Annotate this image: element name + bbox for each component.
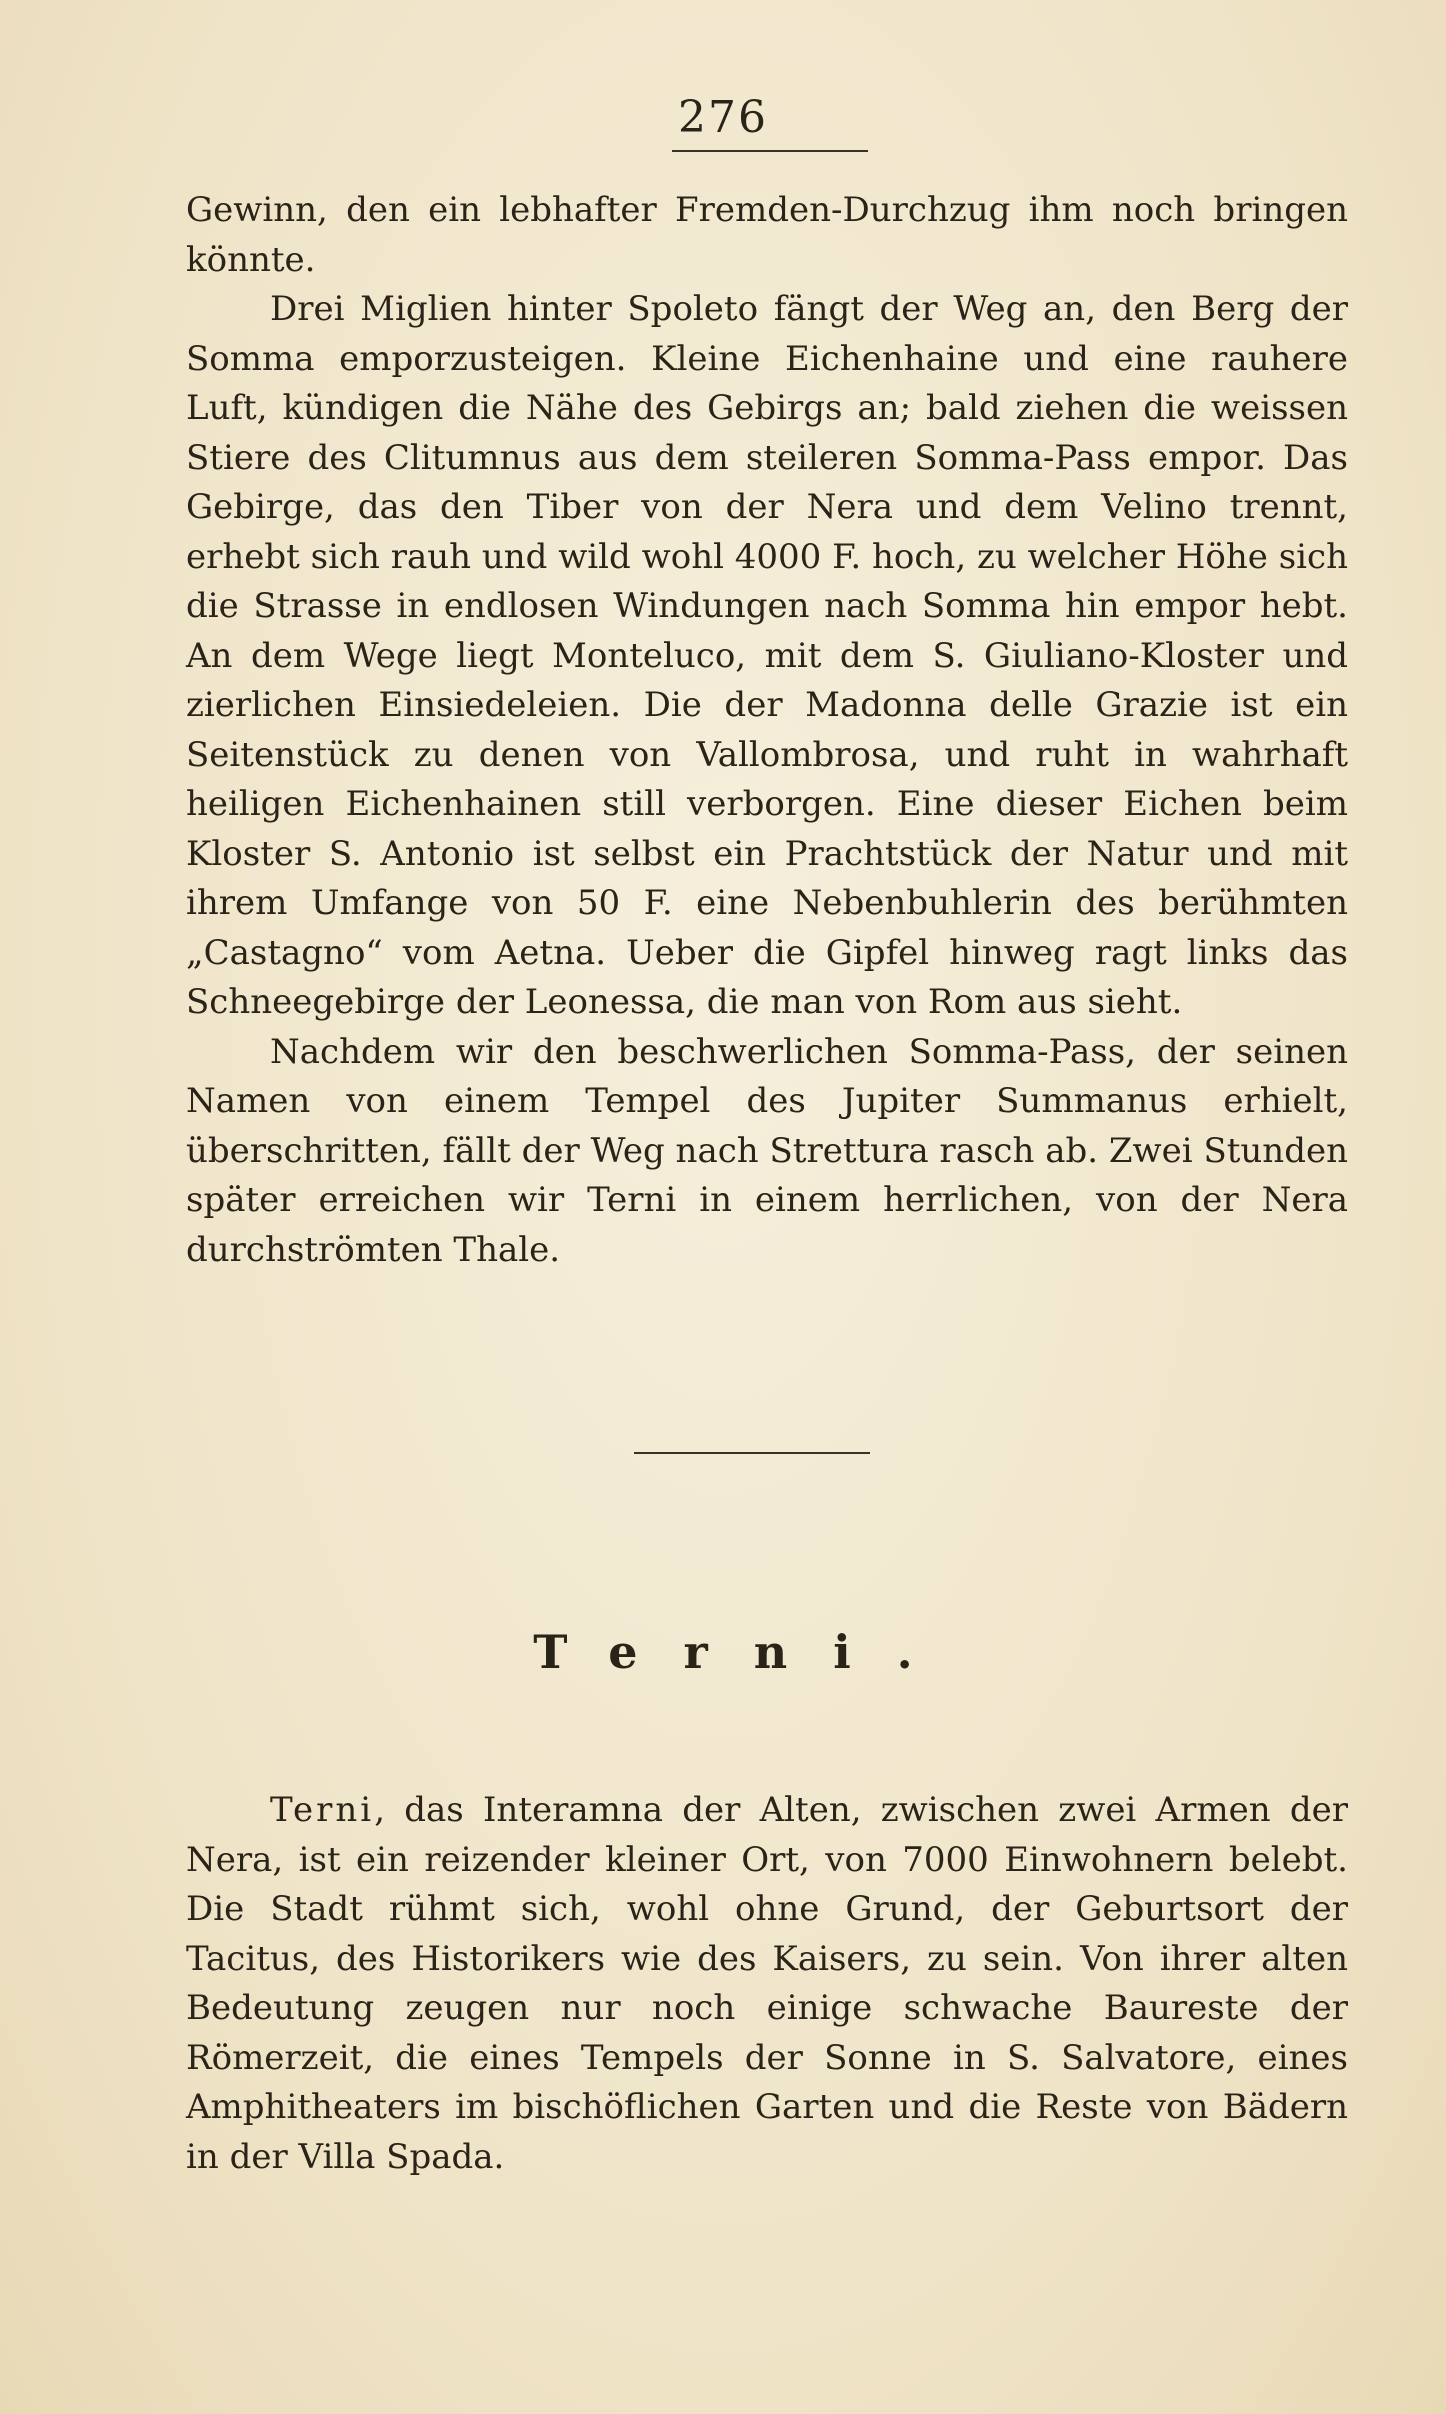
section-heading-terni: Terni. (533, 1625, 959, 1679)
paragraph-somma-pass: Nachdem wir den beschwerlichen Somma-Pass, der seinen Namen von einem Tempel des Jupiter Summanus erhielt, überschritten, fällt der Weg nach Strettura rasch ab. Zwei Stunden später erreichen wir Terni in einem herrlichen, von der Nera durchströmten Thale. (186, 1031, 1348, 1270)
header-rule (672, 150, 868, 152)
text-block-continuation (186, 186, 1348, 1275)
paragraph-somma-mountain: Drei Miglien hinter Spoleto fängt der Weg an, den Berg der Somma emporzusteigen. Kleine Eichenhaine und eine rauhere Luft, kündigen die Nähe des Gebirgs an; bald ziehen die weissen Stiere des Clitumnus aus dem steileren Somma-Pass empor. Das Gebirge, das den Tiber von der Nera und dem Velino trennt, erhebt sich rauh und wild wohl 4000 F. hoch, zu welcher Höhe sich die Strasse in endlosen Windungen nach Somma hin empor hebt. An dem Wege liegt Monteluco, mit dem S. Giuliano-Kloster und zierlichen Einsiedeleien. Die der Madonna delle Grazie ist ein Seitenstück zu denen von Vallombrosa, und ruht in wahrhaft heiligen Eichenhainen still verborgen. Eine dieser Eichen beim Kloster S. Antonio ist selbst ein Prachtstück der Natur und mit ihrem Umfange von 50 F. eine Nebenbuhlerin des berühmten „Castagno“ vom Aetna. Ueber die Gipfel hinweg ragt links das Schneegebirge der Leonessa, die man von Rom aus sieht. (186, 289, 1348, 1022)
text-block-terni (186, 1786, 1348, 2182)
paragraph-continued: Gewinn, den ein lebhafter Fremden-Durchzug ihm noch bringen könnte. (186, 190, 1348, 280)
paragraph-terni-text: , das Interamna der Alten, zwischen zwei Armen der Nera, ist ein reizender kleiner Ort, von 7000 Einwohnern belebt. Die Stadt rühmt sich, wohl ohne Grund, der Geburtsort der Tacitus, des Historikers wie des Kaisers, zu sein. Von ihrer alten Bedeutung zeugen nur noch einige schwache Baureste der Römerzeit, die eines Tempels der Sonne in S. Salvatore, eines Amphitheaters im bischöflichen Garten und die Reste von Bädern in der Villa Spada. (186, 1790, 1348, 2177)
section-divider (634, 1452, 870, 1454)
lead-word: Terni (270, 1790, 375, 1830)
page-number: 276 (678, 92, 768, 143)
paragraph-terni (186, 1786, 1348, 2182)
